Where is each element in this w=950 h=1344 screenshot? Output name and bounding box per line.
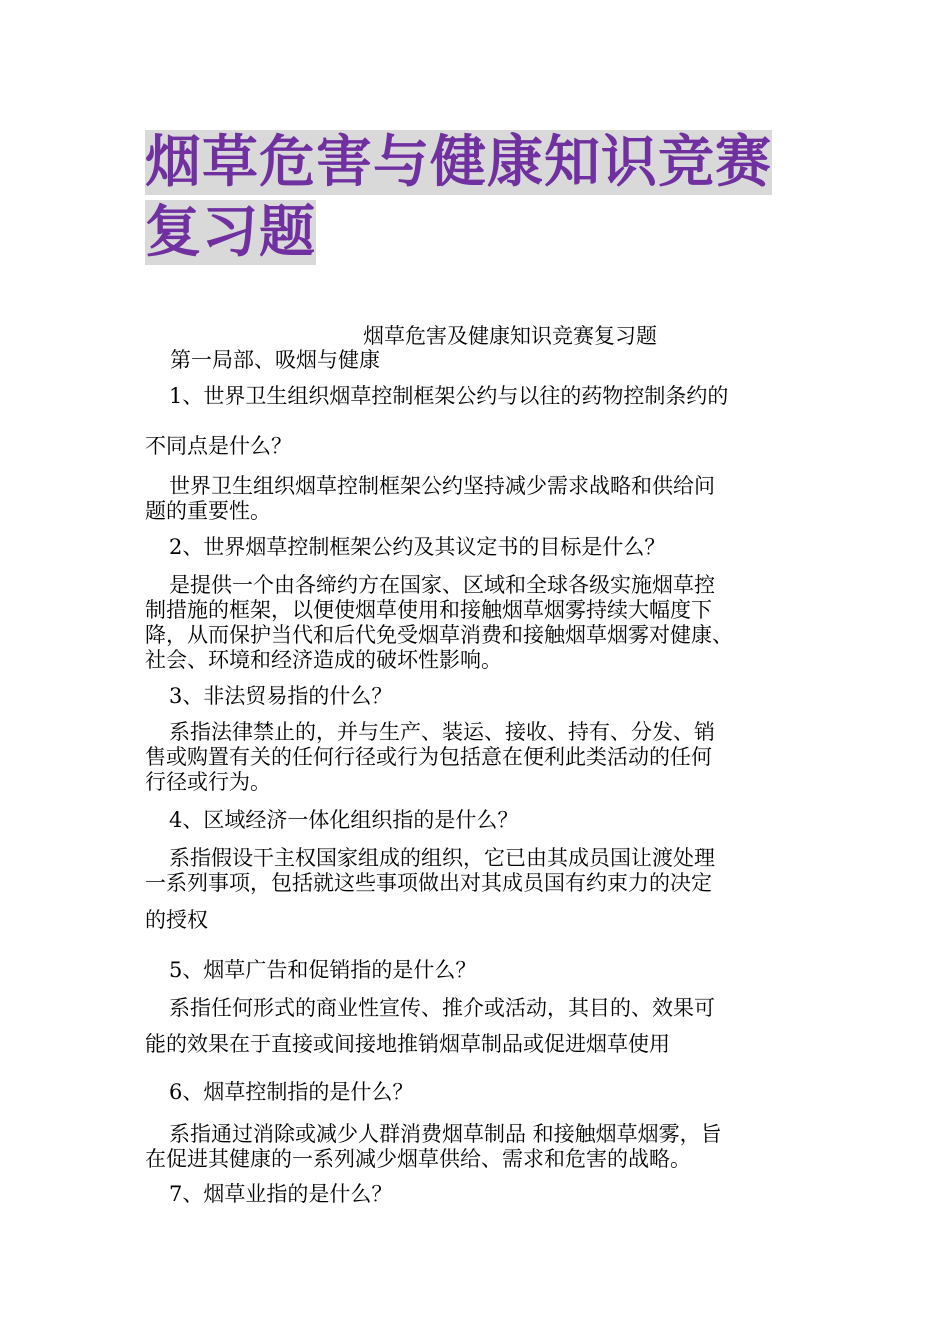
question-line: 1、世界卫生组织烟草控制框架公约与以往的药物控制条约的 bbox=[169, 384, 729, 408]
question-6 bbox=[145, 1080, 815, 1105]
question-2 bbox=[145, 535, 815, 560]
answer-line: 一系列事项，包括就这些事项做出对其成员国有约束力的决定 bbox=[145, 871, 712, 895]
question-line: 4、区域经济一体化组织指的是什么？ bbox=[169, 808, 519, 832]
answer-5 bbox=[145, 996, 815, 1021]
question-line: 3、非法贸易指的什么？ bbox=[169, 684, 393, 708]
answer-line: 社会、环境和经济造成的破坏性影响。 bbox=[145, 648, 502, 672]
answer-line: 的授权 bbox=[145, 908, 208, 932]
answer-line: 系指法律禁止的，并与生产、装运、接收、持有、分发、销 bbox=[169, 720, 715, 744]
answer-2 bbox=[145, 573, 815, 673]
answer-line: 售或购置有关的任何行径或行为包括意在便利此类活动的任何 bbox=[145, 745, 712, 769]
question-line: 7、烟草业指的是什么？ bbox=[169, 1182, 393, 1206]
answer-line: 系指通过消除或减少人群消费烟草制品 和接触烟草烟雾，旨 bbox=[169, 1122, 722, 1146]
question-line: 2、世界烟草控制框架公约及其议定书的目标是什么？ bbox=[169, 535, 666, 559]
title-line-1: 烟草危害与健康知识竞赛 bbox=[145, 130, 772, 195]
question-5 bbox=[145, 958, 815, 983]
answer-line: 降，从而保护当代和后代免受烟草消费和接触烟草烟雾对健康、 bbox=[145, 623, 733, 647]
question-4 bbox=[145, 808, 815, 833]
document-title bbox=[145, 128, 825, 268]
answer-line: 在促进其健康的一系列减少烟草供给、需求和危害的战略。 bbox=[145, 1147, 691, 1171]
answer-line: 行径或行为。 bbox=[145, 770, 271, 794]
answer-6 bbox=[145, 1122, 815, 1172]
question-3 bbox=[145, 684, 815, 709]
question-line: 6、烟草控制指的是什么？ bbox=[169, 1080, 414, 1104]
section-heading: 第一局部、吸烟与健康 bbox=[170, 348, 380, 372]
answer-line: 题的重要性。 bbox=[145, 499, 271, 523]
question-1-cont bbox=[145, 434, 815, 459]
answer-line: 世界卫生组织烟草控制框架公约坚持减少需求战略和供给问 bbox=[169, 474, 715, 498]
answer-line: 能的效果在于直接或间接地推销烟草制品或促进烟草使用 bbox=[145, 1032, 670, 1056]
answer-4 bbox=[145, 846, 815, 896]
answer-3 bbox=[145, 720, 815, 795]
question-7 bbox=[145, 1182, 815, 1207]
document-heading: 烟草危害及健康知识竞赛复习题 bbox=[363, 324, 657, 348]
title-line-2: 复习题 bbox=[145, 200, 316, 265]
answer-1 bbox=[145, 474, 815, 524]
answer-line: 系指任何形式的商业性宣传、推介或活动，其目的、效果可 bbox=[169, 996, 715, 1020]
answer-5-cont bbox=[145, 1032, 815, 1057]
question-1 bbox=[145, 384, 815, 409]
answer-line: 制措施的框架，以便使烟草使用和接触烟草烟雾持续大幅度下 bbox=[145, 598, 712, 622]
answer-line: 系指假设干主权国家组成的组织，它已由其成员国让渡处理 bbox=[169, 846, 715, 870]
answer-line: 是提供一个由各缔约方在国家、区域和全球各级实施烟草控 bbox=[169, 573, 715, 597]
answer-4-cont bbox=[145, 908, 815, 933]
question-line: 不同点是什么？ bbox=[145, 434, 292, 458]
question-line: 5、烟草广告和促销指的是什么？ bbox=[169, 958, 477, 982]
